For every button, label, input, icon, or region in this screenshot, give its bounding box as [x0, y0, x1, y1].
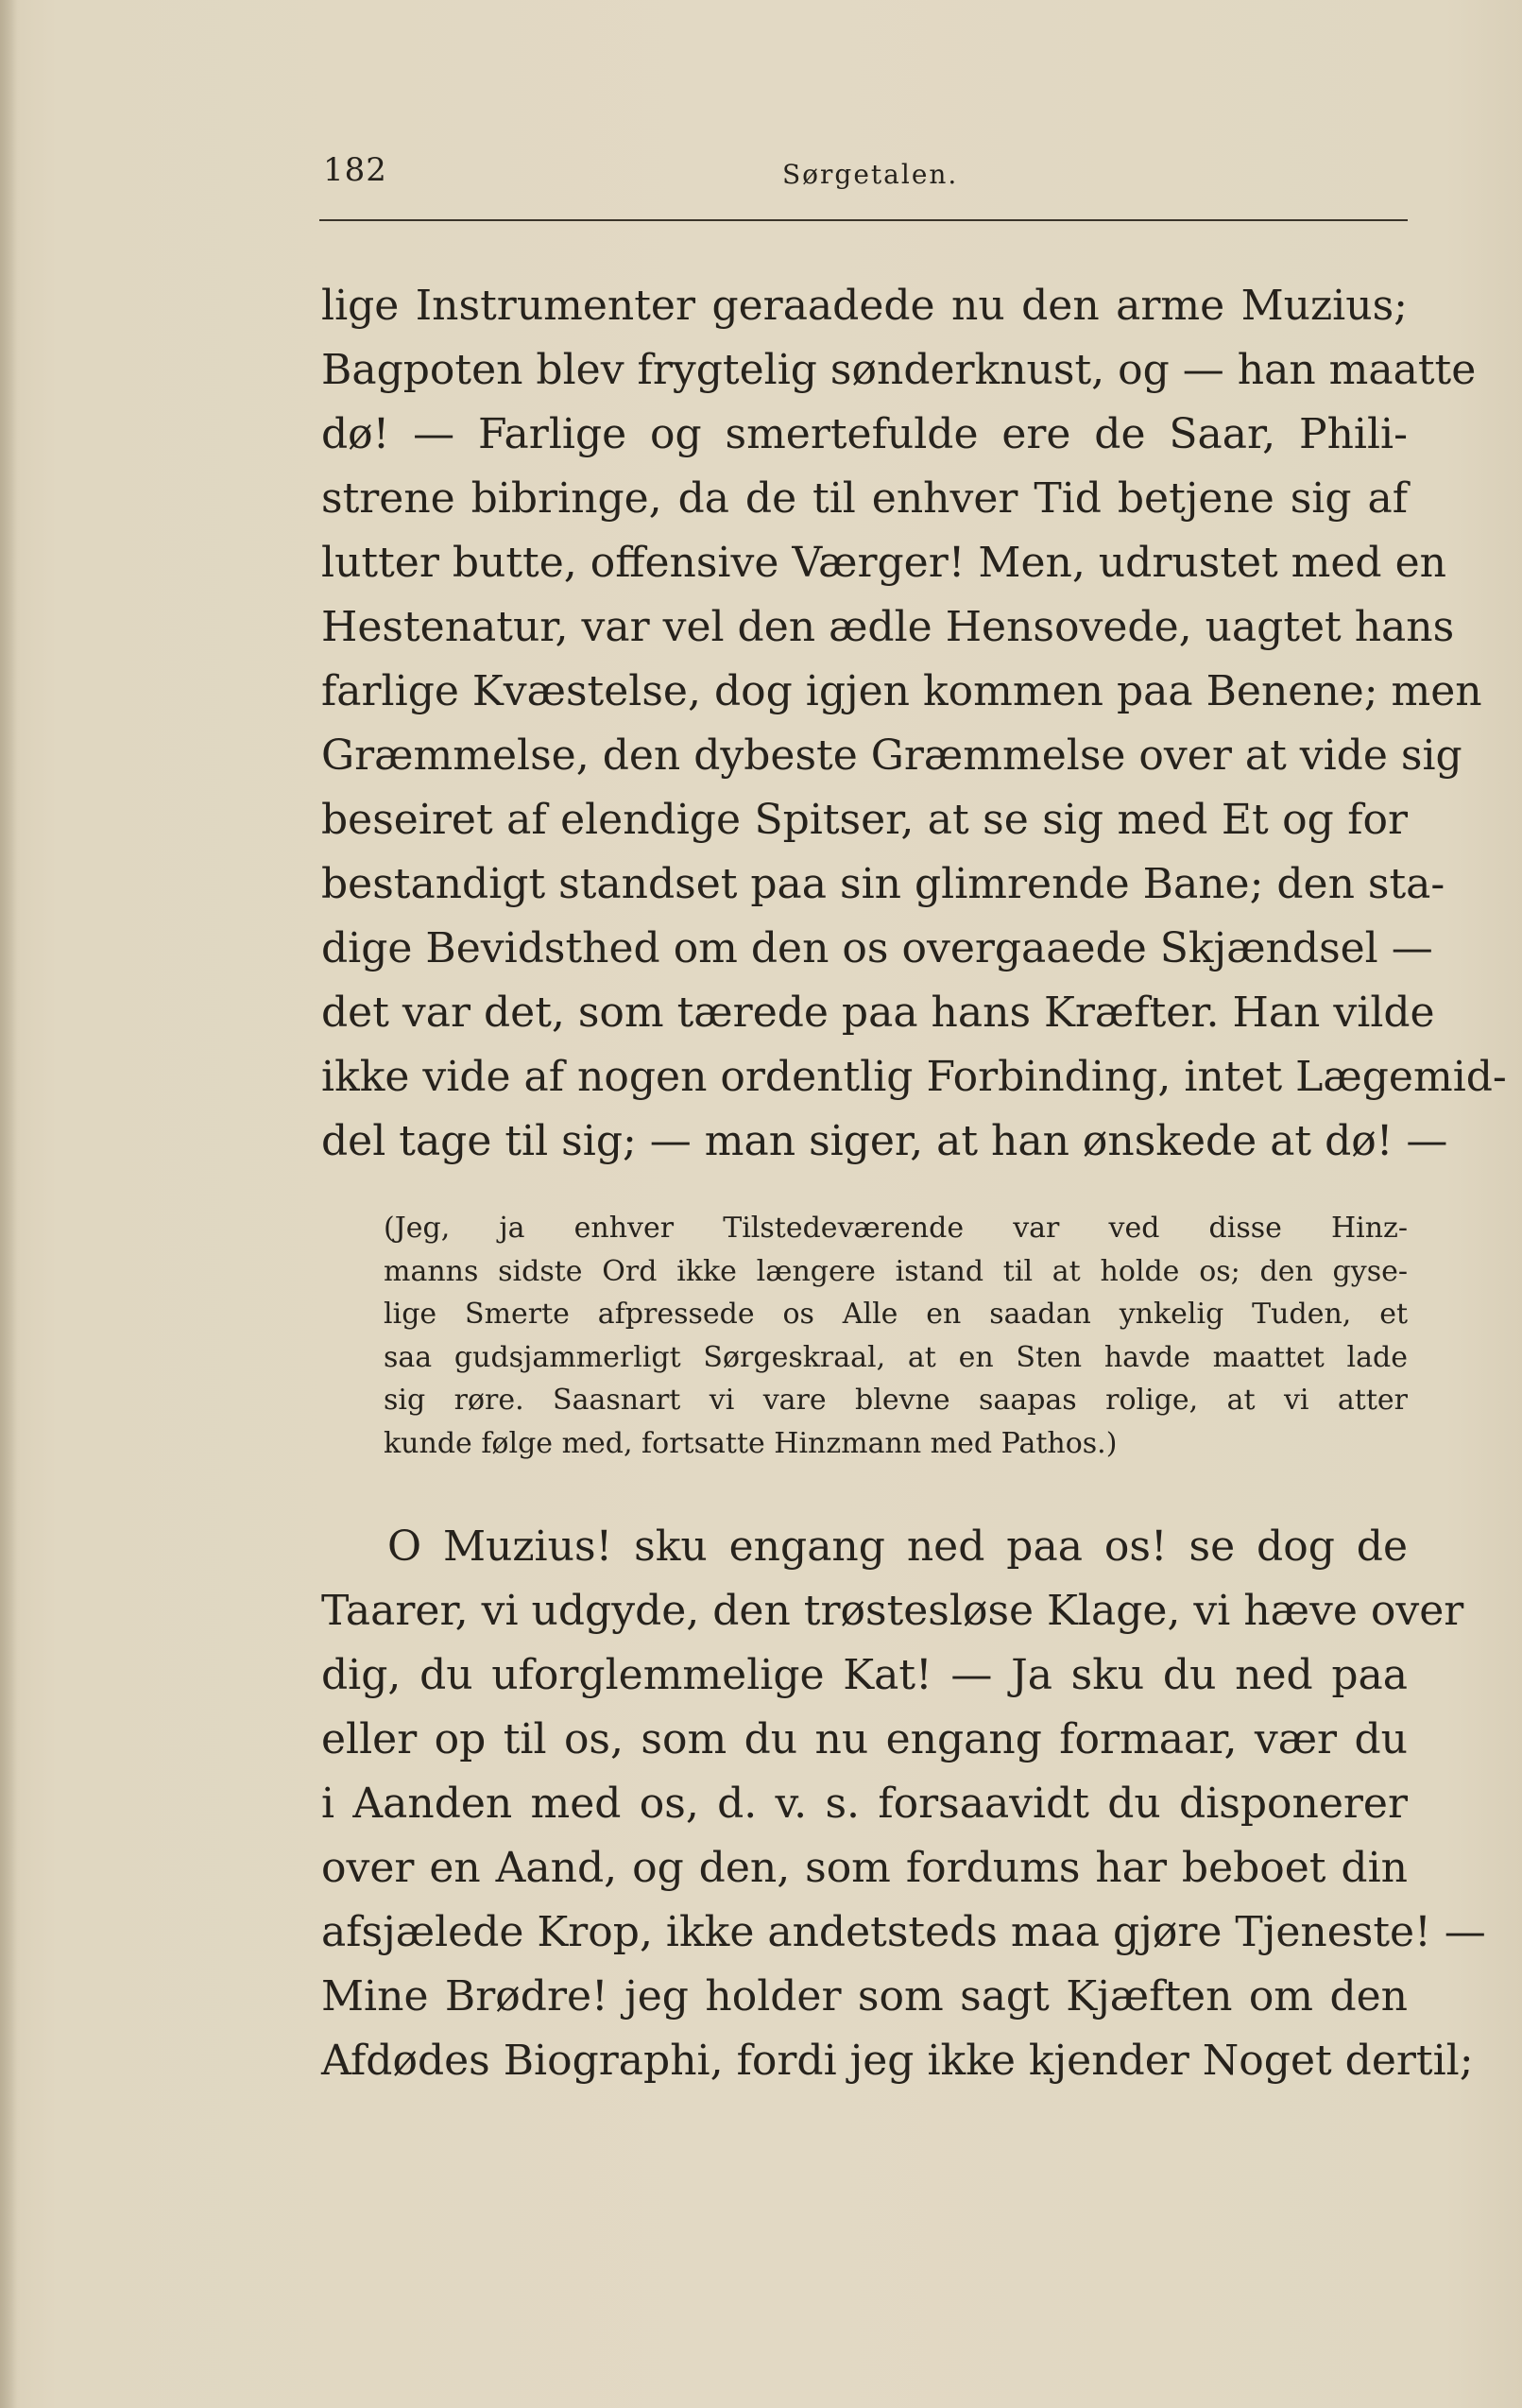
- text-line: farlige Kvæstelse, dog igjen kommen paa Benene; men: [321, 667, 1482, 715]
- note-line: lige Smerte afpressede os Alle en saadan ynkelig Tuden, et: [384, 1298, 1408, 1331]
- note-line: kunde følge med, fortsatte Hinzmann med Pathos.): [384, 1426, 1118, 1460]
- text-line: ikke vide af nogen ordentlig Forbinding, intet Lægemid-: [321, 1053, 1507, 1101]
- text-line: i Aanden med os, d. v. s. forsaavidt du disponerer: [321, 1780, 1408, 1828]
- text-line: det var det, som tærede paa hans Kræfter. Han vilde: [321, 989, 1435, 1037]
- text-line: dige Bevidsthed om den os overgaaede Skjændsel —: [321, 924, 1433, 972]
- text-line: lutter butte, offensive Værger! Men, udrustet med en: [321, 539, 1446, 587]
- text-line: eller op til os, som du nu engang formaar, vær du: [321, 1715, 1408, 1763]
- text-line: dø! — Farlige og smertefulde ere de Saar, Phili-: [321, 410, 1408, 458]
- header-rule: [319, 219, 1408, 221]
- text-line: Taarer, vi udgyde, den trøstesløse Klage, vi hæve over: [321, 1587, 1464, 1635]
- text-line: over en Aand, og den, som fordums har beboet din: [321, 1844, 1408, 1892]
- paragraph-1: [321, 274, 1507, 1174]
- text-line: strene bibringe, da de til enhver Tid betjene sig af: [321, 474, 1408, 523]
- page-gutter-shadow: [0, 0, 17, 2408]
- text-line: O Muzius! sku engang ned paa os! se dog de: [387, 1522, 1408, 1571]
- text-line: bestandigt standset paa sin glimrende Bane; den sta-: [321, 860, 1445, 908]
- paragraph-2: [321, 1515, 1486, 2093]
- text-line: del tage til sig; — man siger, at han ønskede at dø! —: [321, 1117, 1448, 1165]
- text-line: Græmmelse, den dybeste Græmmelse over at vide sig: [321, 731, 1462, 780]
- page-header: [323, 151, 1408, 198]
- text-line: beseiret af elendige Spitser, at se sig med Et og for: [321, 796, 1408, 844]
- text-line: dig, du uforglemmelige Kat! — Ja sku du ned paa: [321, 1651, 1408, 1699]
- text-line: Bagpoten blev frygtelig sønderknust, og — han maatte: [321, 346, 1477, 394]
- note-line: saa gudsjammerligt Sørgeskraal, at en Sten havde maattet lade: [384, 1340, 1408, 1374]
- text-line: Afdødes Biographi, fordi jeg ikke kjender Noget dertil;: [321, 2037, 1474, 2085]
- note-line: (Jeg, ja enhver Tilstedeværende var ved disse Hinz-: [384, 1212, 1408, 1245]
- parenthetical-note: [384, 1207, 1408, 1465]
- text-line: afsjælede Krop, ikke andetsteds maa gjøre Tjeneste! —: [321, 1908, 1486, 1956]
- text-line: lige Instrumenter geraadede nu den arme Muzius;: [321, 282, 1408, 330]
- running-title: Sørgetalen.: [782, 159, 959, 190]
- note-line: sig røre. Saasnart vi vare blevne saapas rolige, at vi atter: [384, 1384, 1408, 1417]
- note-line: manns sidste Ord ikke længere istand til at holde os; den gyse-: [384, 1254, 1408, 1288]
- page-number: 182: [323, 151, 387, 189]
- text-line: Hestenatur, var vel den ædle Hensovede, uagtet hans: [321, 603, 1455, 651]
- text-line: Mine Brødre! jeg holder som sagt Kjæften om den: [321, 1972, 1408, 2021]
